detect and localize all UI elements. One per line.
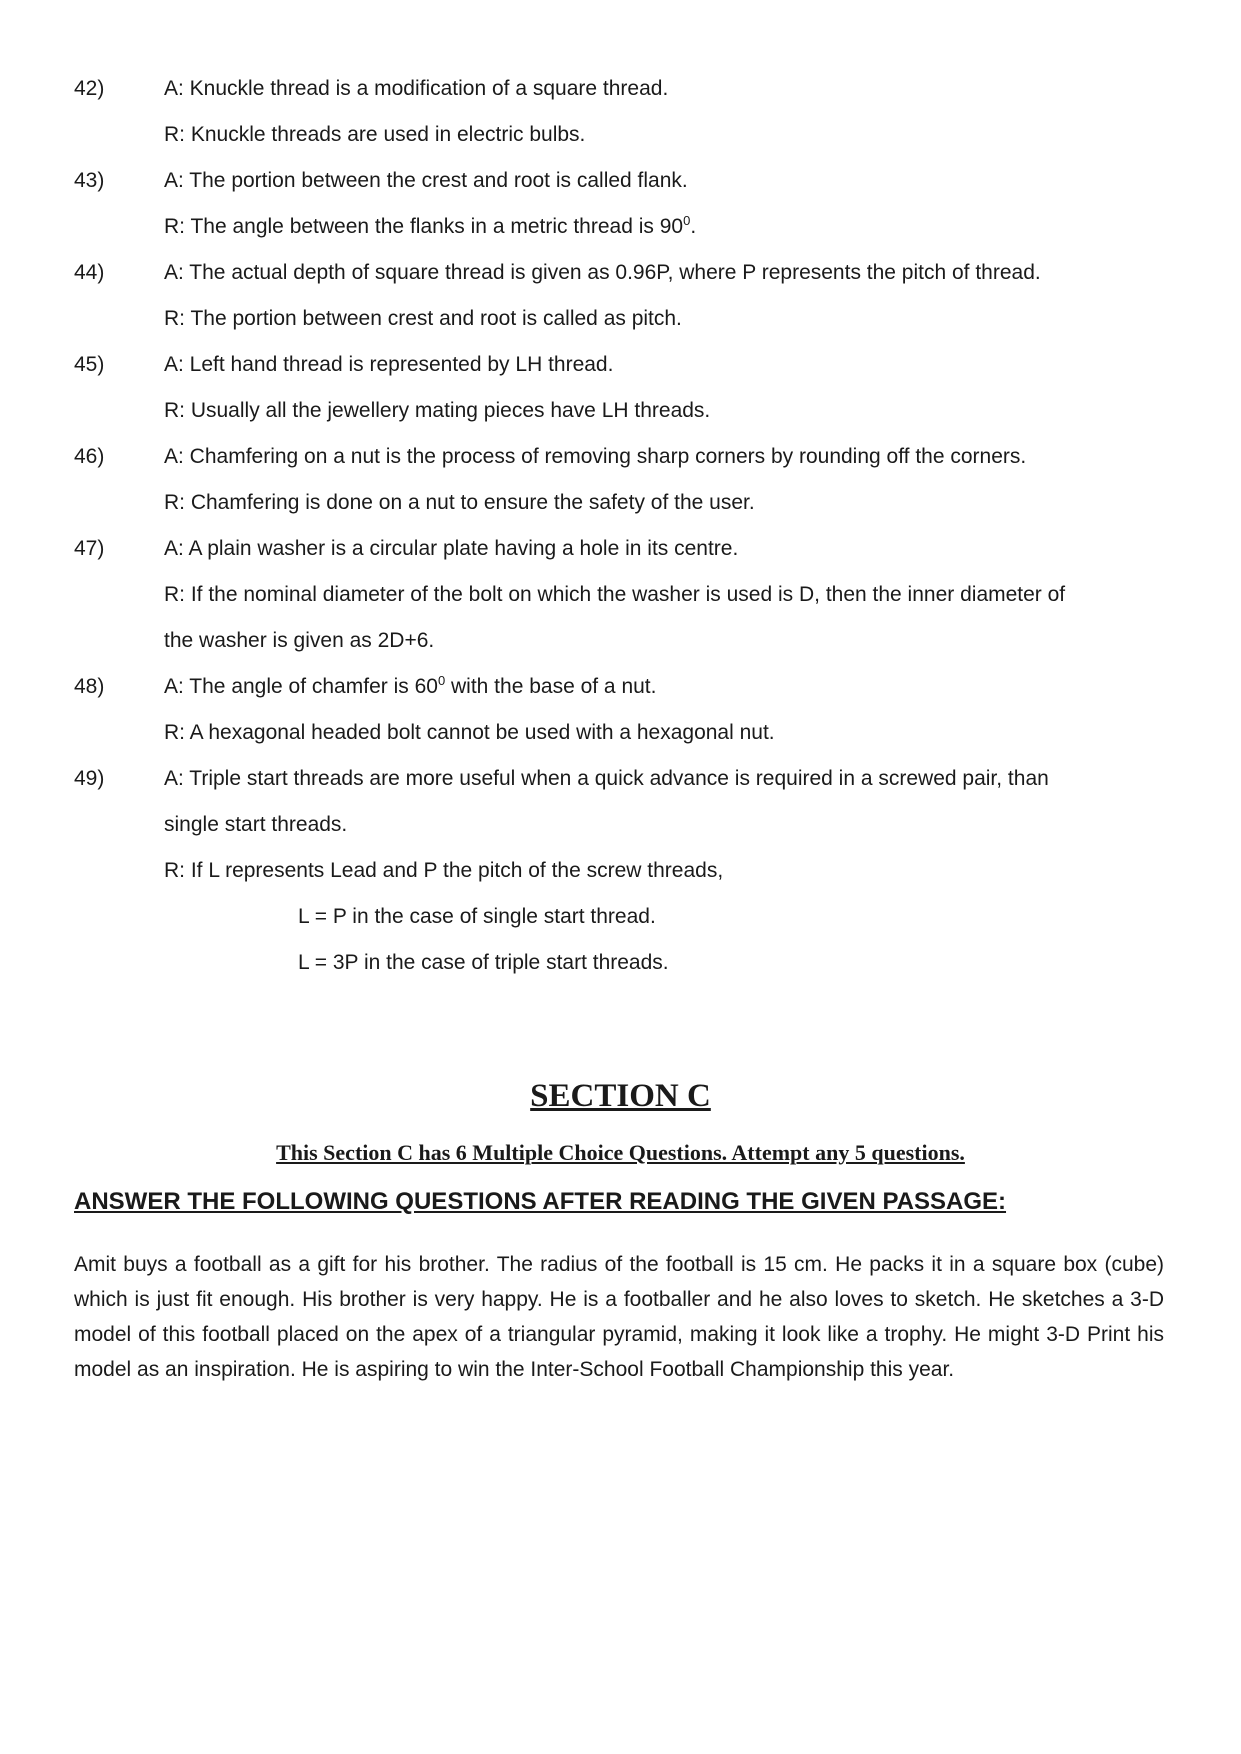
question-45: [74, 342, 1174, 434]
assertion-text: A: The angle of chamfer is 60: [164, 675, 438, 698]
question-number: 46): [74, 445, 105, 468]
assertion-text: A: The portion between the crest and root is called flank.: [164, 169, 688, 192]
question-46: [74, 434, 1174, 526]
reason-text: R: Knuckle threads are used in electric bulbs.: [164, 123, 586, 146]
reason-line: [164, 204, 1174, 250]
assertion-text: A: Knuckle thread is a modification of a square thread.: [164, 77, 669, 100]
assertion-text: A: Chamfering on a nut is the process of removing sharp corners by rounding off the corners.: [164, 445, 1027, 468]
reason-text: R: The portion between crest and root is called as pitch.: [164, 307, 682, 330]
reason-text: R: A hexagonal headed bolt cannot be used with a hexagonal nut.: [164, 721, 775, 744]
question-number: 43): [74, 169, 105, 192]
question-number: 48): [74, 675, 105, 698]
reason-text: R: The angle between the flanks in a metric thread is 90: [164, 215, 684, 238]
question-47: [74, 526, 1174, 664]
reason-text: R: Usually all the jewellery mating pieces have LH threads.: [164, 399, 711, 422]
question-number: 44): [74, 261, 105, 284]
question-43: [74, 158, 1174, 250]
assertion-text: A: Triple start threads are more useful when a quick advance is required in a screwed pair, than: [164, 767, 1049, 790]
degree-superscript: 0: [437, 673, 446, 688]
assertion-text: A: A plain washer is a circular plate having a hole in its centre.: [164, 537, 739, 560]
formula-single-start: L = P in the case of single start thread.: [298, 905, 656, 928]
section-subtitle: This Section C has 6 Multiple Choice Questions. Attempt any 5 questions.: [276, 1140, 965, 1165]
assertion-text: A: Left hand thread is represented by LH thread.: [164, 353, 614, 376]
reason-text-continued: the washer is given as 2D+6.: [164, 629, 435, 652]
assertion-text: A: The actual depth of square thread is given as 0.96P, where P represents the pitch of thread.: [164, 261, 1041, 284]
question-44: [74, 250, 1174, 342]
question-48: [74, 664, 1174, 756]
formula-triple-start: L = 3P in the case of triple start threads.: [298, 951, 669, 974]
reason-text: R: If the nominal diameter of the bolt on which the washer is used is D, then the inner diameter of: [164, 583, 1066, 606]
question-49: [74, 756, 1174, 986]
assertion-line: [164, 664, 1174, 710]
reason-text: R: Chamfering is done on a nut to ensure the safety of the user.: [164, 491, 755, 514]
question-number: 49): [74, 767, 105, 790]
section-title: SECTION C: [530, 1078, 711, 1114]
question-list: [74, 66, 1174, 986]
assertion-text-tail: with the base of a nut.: [445, 675, 657, 698]
question-number: 45): [74, 353, 105, 376]
passage-text: Amit buys a football as a gift for his brother. The radius of the football is 15 cm. He packs it in a square box (cube) which is just fit enough. His brother is very happy. He is a footballer and he also loves to sketch. He sketches a 3-D model of this football placed on the apex of a triangular pyramid, making it look like a trophy. He might 3-D Print his model as an inspiration. He is aspiring to win the Inter-School Football Championship this year.: [74, 1253, 1164, 1381]
degree-superscript: 0: [683, 213, 691, 228]
reason-text-tail: .: [690, 215, 697, 238]
assertion-text-continued: single start threads.: [164, 813, 348, 836]
reason-text: R: If L represents Lead and P the pitch of the screw threads,: [164, 859, 724, 882]
question-number: 42): [74, 77, 105, 100]
passage-instruction: ANSWER THE FOLLOWING QUESTIONS AFTER READING THE GIVEN PASSAGE:: [74, 1188, 1007, 1215]
question-42: [74, 66, 1174, 158]
question-number: 47): [74, 537, 105, 560]
